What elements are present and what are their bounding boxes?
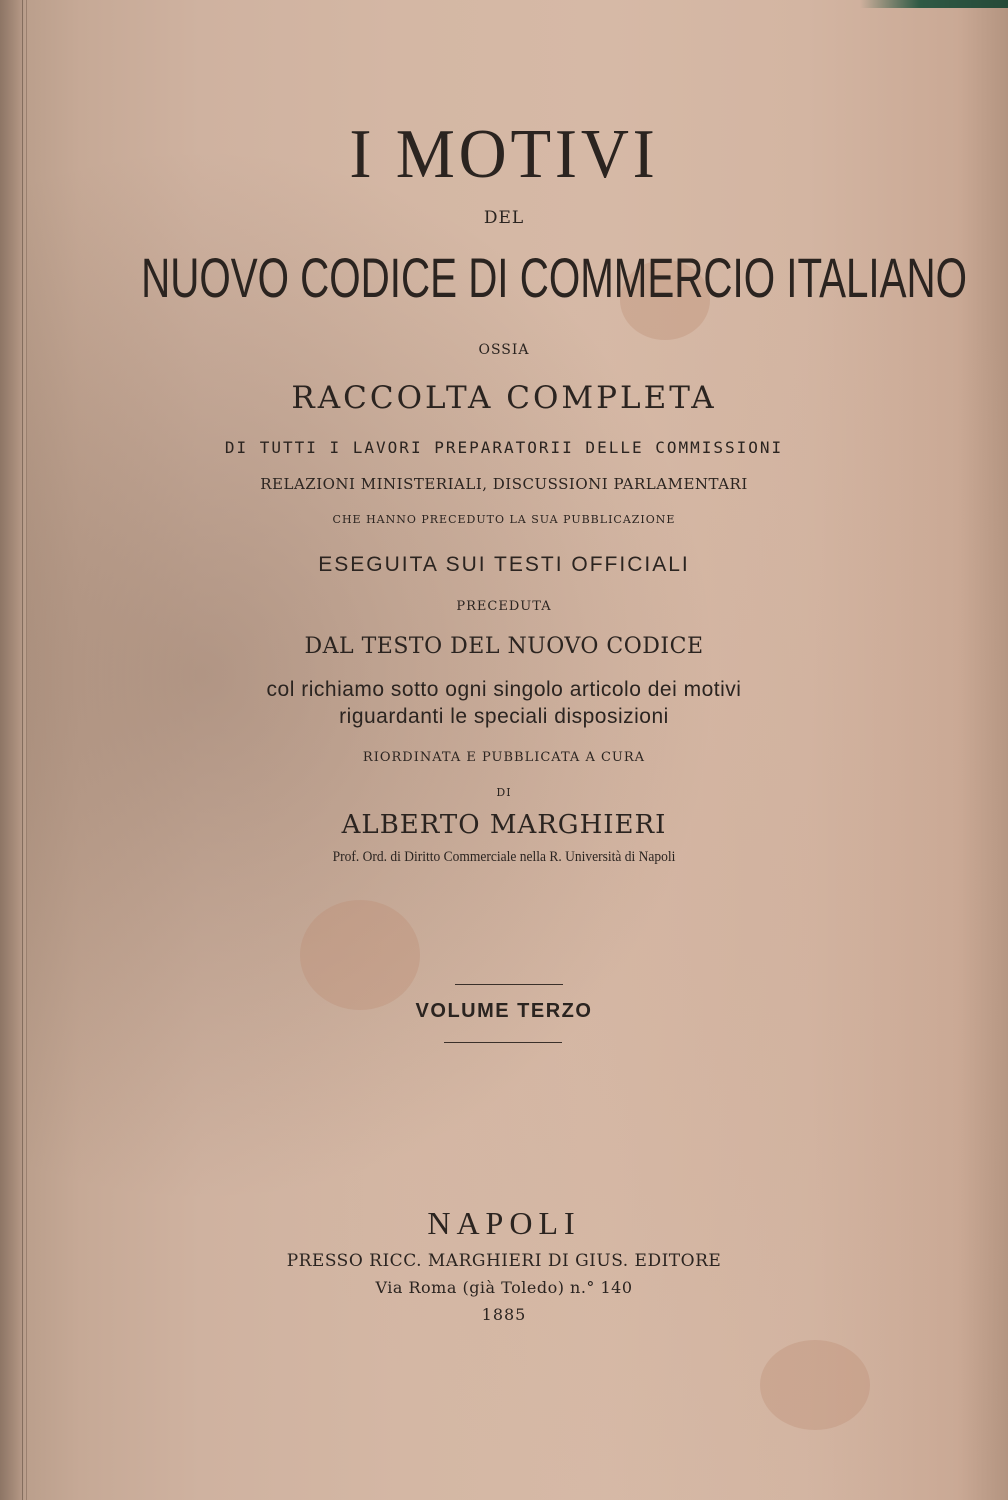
- volume-label: VOLUME TERZO: [415, 1000, 593, 1022]
- book-title: I MOTIVI: [349, 116, 659, 193]
- author-connector-di: DI: [496, 786, 512, 799]
- riordinata-line: RIORDINATA E PUBBLICATA A CURA: [362, 750, 646, 765]
- richiamo-line-2: riguardanti le speciali disposizioni: [339, 705, 669, 728]
- eseguita-heading: ESEGUITA SUI TESTI OFFICIALI: [318, 553, 690, 576]
- author-name: ALBERTO MARGHIERI: [341, 810, 667, 840]
- raccolta-heading: RACCOLTA COMPLETA: [291, 380, 717, 416]
- description-line-tutti: DI TUTTI I LAVORI PREPARATORII DELLE COMMISSIONI: [224, 438, 784, 457]
- imprint-publisher: PRESSO RICC. MARGHIERI DI GIUS. EDITORE: [286, 1251, 722, 1271]
- description-line-che: CHE HANNO PRECEDUTO LA SUA PUBBLICAZIONE: [332, 513, 676, 526]
- binding-cover-edge: [860, 0, 1008, 8]
- description-line-relazioni: RELAZIONI MINISTERIALI, DISCUSSIONI PARLAMENTARI: [260, 475, 748, 493]
- author-title: Prof. Ord. di Diritto Commerciale nella R. Università di Napoli: [332, 849, 676, 865]
- book-subtitle: NUOVO CODICE DI COMMERCIO ITALIANO: [141, 246, 967, 309]
- dal-testo-heading: DAL TESTO DEL NUOVO CODICE: [304, 634, 704, 659]
- imprint-address: Via Roma (già Toledo) n.° 140: [375, 1278, 633, 1297]
- foxing-stain: [300, 900, 420, 1010]
- foxing-stain: [760, 1340, 870, 1430]
- imprint-year: 1885: [481, 1305, 527, 1324]
- title-connector-ossia: OSSIA: [478, 342, 530, 358]
- imprint-city: NAPOLI: [427, 1205, 581, 1241]
- volume-rule-bottom: [444, 1042, 562, 1043]
- volume-rule-top: [455, 984, 563, 985]
- title-connector-del: DEL: [483, 208, 525, 228]
- preceduta-connector: PRECEDUTA: [456, 599, 552, 614]
- richiamo-line-1: col richiamo sotto ogni singolo articolo dei motivi: [266, 678, 742, 701]
